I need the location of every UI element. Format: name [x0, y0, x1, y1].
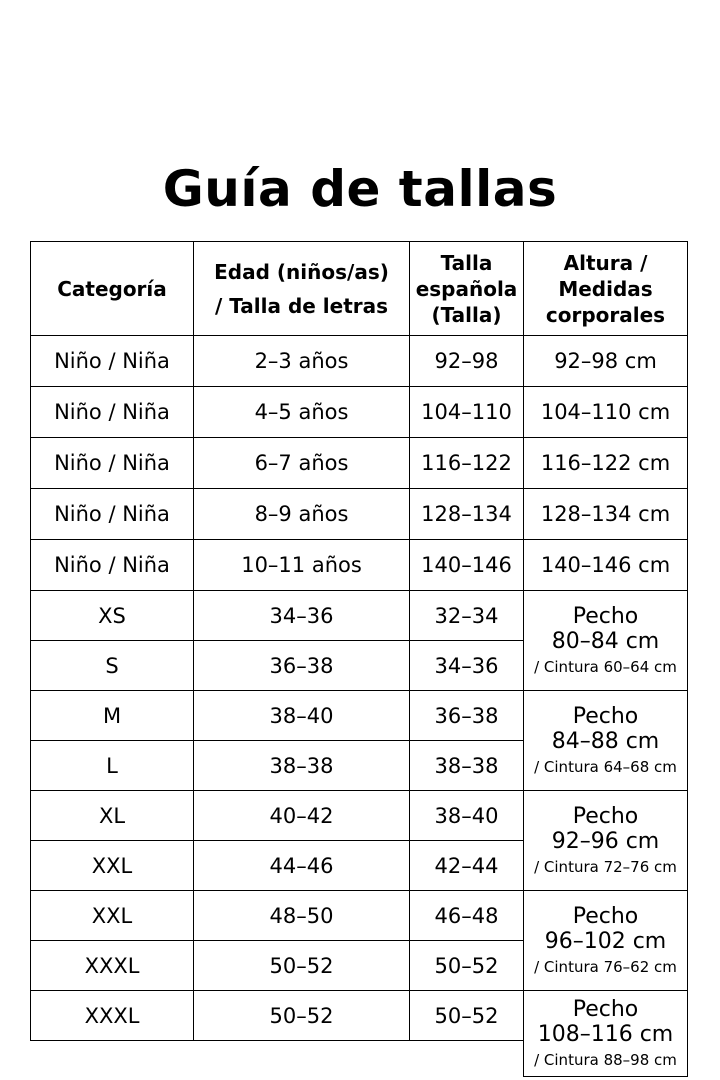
cell-height: 92–98 cm [524, 336, 688, 387]
cell-spanish-size: 116–122 [410, 438, 524, 489]
cell-category: XS [31, 591, 194, 641]
cell-spanish-size: 50–52 [410, 991, 524, 1041]
cell-category: XXL [31, 841, 194, 891]
chest-range: 108–116 cm [537, 1022, 674, 1047]
cell-spanish-size: 36–38 [410, 691, 524, 741]
cell-spanish-size: 42–44 [410, 841, 524, 891]
cell-letter-size: 48–50 [194, 891, 410, 941]
header-measures: Altura / Medidas corporales [524, 242, 688, 336]
cell-category: Niño / Niña [31, 540, 194, 591]
cell-body-measures [524, 691, 688, 791]
cell-category: XXXL [31, 991, 194, 1041]
table-row [31, 387, 688, 438]
cell-category: Niño / Niña [31, 438, 194, 489]
cell-letter-size: 38–40 [194, 691, 410, 741]
header-age: Edad (niños/as) / Talla de letras [194, 242, 410, 336]
chest-label: Pecho [572, 804, 639, 829]
cell-body-measures [524, 991, 688, 1077]
page-title: Guía de tallas [162, 160, 558, 218]
cell-age: 6–7 años [194, 438, 410, 489]
cell-category: Niño / Niña [31, 387, 194, 438]
cell-age: 8–9 años [194, 489, 410, 540]
table-header-row [31, 242, 688, 336]
table-row [31, 591, 688, 641]
chest-range: 96–102 cm [544, 929, 667, 954]
cell-category: S [31, 641, 194, 691]
cell-letter-size: 36–38 [194, 641, 410, 691]
table-row [31, 438, 688, 489]
header-category: Categoría [31, 242, 194, 336]
cell-letter-size: 44–46 [194, 841, 410, 891]
cell-category: XXL [31, 891, 194, 941]
cell-spanish-size: 46–48 [410, 891, 524, 941]
size-guide-table [30, 241, 688, 1077]
cell-spanish-size: 92–98 [410, 336, 524, 387]
table-row [31, 489, 688, 540]
cell-spanish-size: 140–146 [410, 540, 524, 591]
cell-body-measures [524, 791, 688, 891]
cell-age: 10–11 años [194, 540, 410, 591]
cell-spanish-size: 50–52 [410, 941, 524, 991]
cell-spanish-size: 34–36 [410, 641, 524, 691]
cell-letter-size: 38–38 [194, 741, 410, 791]
cell-height: 116–122 cm [524, 438, 688, 489]
waist-range: / Cintura 76–62 cm [534, 958, 677, 976]
cell-category: L [31, 741, 194, 791]
cell-body-measures [524, 591, 688, 691]
cell-height: 128–134 cm [524, 489, 688, 540]
cell-age: 4–5 años [194, 387, 410, 438]
chest-range: 80–84 cm [551, 629, 660, 654]
cell-category: XL [31, 791, 194, 841]
cell-category: XXXL [31, 941, 194, 991]
waist-range: / Cintura 72–76 cm [534, 858, 677, 876]
cell-category: M [31, 691, 194, 741]
waist-range: / Cintura 88–98 cm [534, 1051, 677, 1069]
cell-letter-size: 40–42 [194, 791, 410, 841]
chest-range: 84–88 cm [551, 729, 660, 754]
chest-label: Pecho [572, 904, 639, 929]
header-spanish-size: Talla española (Talla) [410, 242, 524, 336]
cell-spanish-size: 38–40 [410, 791, 524, 841]
cell-age: 2–3 años [194, 336, 410, 387]
cell-letter-size: 50–52 [194, 991, 410, 1041]
cell-letter-size: 50–52 [194, 941, 410, 991]
waist-range: / Cintura 64–68 cm [534, 758, 677, 776]
chest-range: 92–96 cm [551, 829, 660, 854]
cell-category: Niño / Niña [31, 489, 194, 540]
table-row [31, 540, 688, 591]
table-row [31, 791, 688, 841]
cell-height: 104–110 cm [524, 387, 688, 438]
chest-label: Pecho [572, 704, 639, 729]
cell-spanish-size: 128–134 [410, 489, 524, 540]
table-row [31, 336, 688, 387]
table-row [31, 991, 688, 1041]
table-row [31, 891, 688, 941]
cell-height: 140–146 cm [524, 540, 688, 591]
cell-spanish-size: 32–34 [410, 591, 524, 641]
chest-label: Pecho [572, 997, 639, 1022]
waist-range: / Cintura 60–64 cm [534, 658, 677, 676]
table-row [31, 691, 688, 741]
cell-category: Niño / Niña [31, 336, 194, 387]
cell-letter-size: 34–36 [194, 591, 410, 641]
cell-spanish-size: 104–110 [410, 387, 524, 438]
chest-label: Pecho [572, 604, 639, 629]
cell-body-measures [524, 891, 688, 991]
cell-spanish-size: 38–38 [410, 741, 524, 791]
